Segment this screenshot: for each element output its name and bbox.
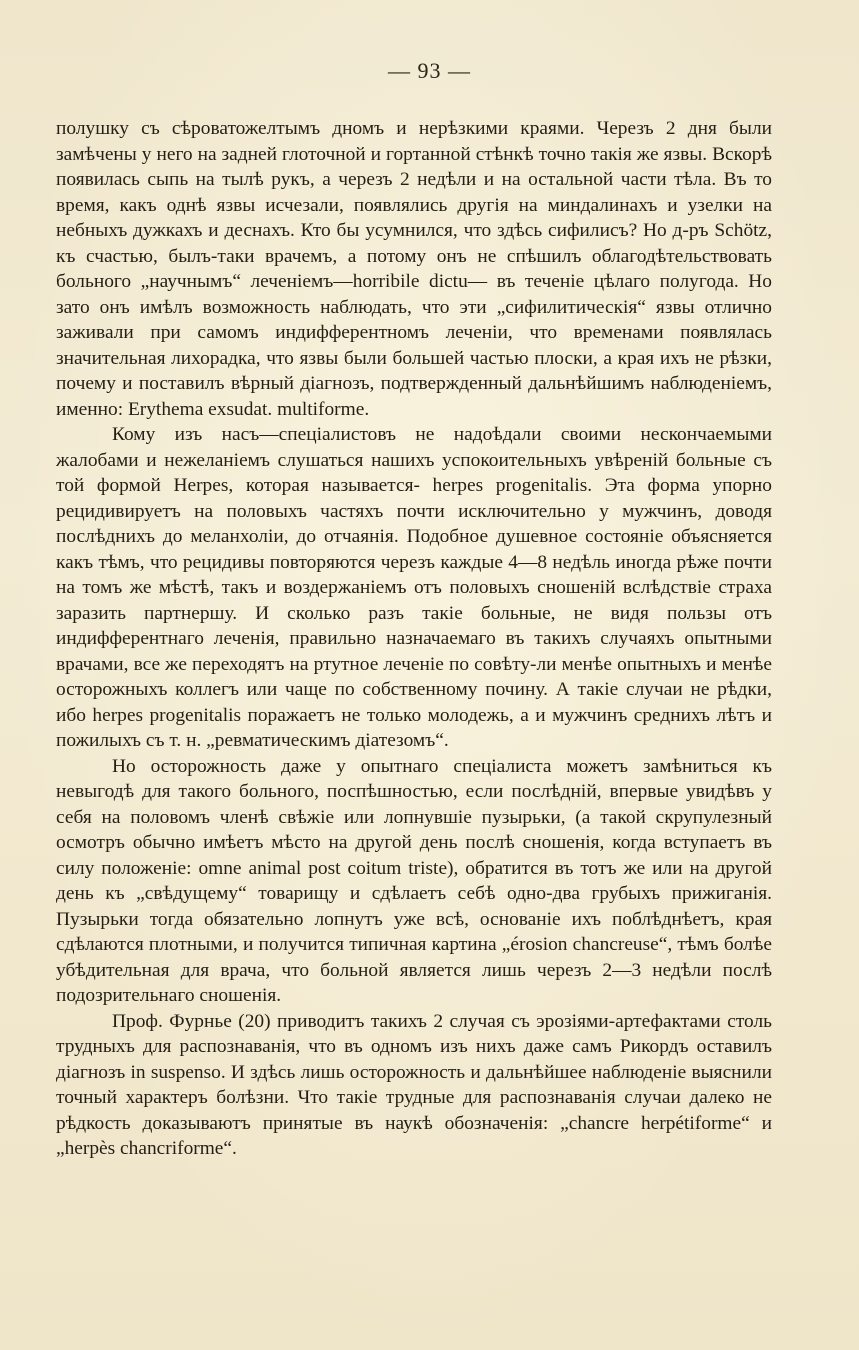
- page-number: — 93 —: [388, 58, 471, 83]
- text-body: [56, 116, 772, 1162]
- paragraph-4: Проф. Фурнье (20) приводитъ такихъ 2 случая съ эрозіями-артефактами столь трудныхъ для распознаванія, что въ одномъ изъ нихъ даже самъ Рикордъ оставилъ діагнозъ in suspenso. И здѣсь лишь осторожность и дальнѣйшее наблюденіе выяснили точный характеръ болѣзни. Что такіе трудные для распознаванія случаи далеко не рѣдкость доказываютъ принятые въ наукѣ обозначенія: „chancre herpétiforme“ и „herpès chancriforme“.: [56, 1010, 772, 1159]
- paragraph-2: Кому изъ насъ—спеціалистовъ не надоѣдали своими нескончаемыми жалобами и нежеланіемъ слушаться нашихъ успокоительныхъ увѣреній больные съ той формой Herpes, которая называется- herpes progenitalis. Эта форма упорно рецидивируетъ на половыхъ частяхъ почти исключительно у мужчинъ, доводя послѣднихъ до меланхоліи, до отчаянія. Подобное душевное состояніе объясняется какъ тѣмъ, что рецидивы повторяются черезъ каждые 4—8 недѣль иногда рѣже почти на томъ же мѣстѣ, такъ и воздержаніемъ отъ половыхъ сношеній вслѣдствіе страха заразить партнершу. И сколько разъ такіе больные, не видя пользы отъ индифферентнаго леченія, правильно назначаемаго въ такихъ случаяхъ опытными врачами, все же переходятъ на ртутное леченіе по совѣту-ли менѣе опытныхъ и менѣе осторожныхъ коллегъ или чаще по собственному почину. А такіе случаи не рѣдки, ибо herpes progenitalis поражаетъ не только молодежь, а и мужчинъ среднихъ лѣтъ и пожилыхъ съ т. н. „ревматическимъ діатезомъ“.: [56, 424, 772, 751]
- paragraph-3: Но осторожность даже у опытнаго спеціалиста можетъ замѣниться къ невыгодѣ для такого больного, поспѣшностью, если послѣдній, впервые увидѣвъ у себя на половомъ членѣ свѣжіе или лопнувшіе пузырьки, (а такой скрупулезный осмотръ обычно имѣетъ мѣсто на другой день послѣ сношенія, когда вступаетъ въ силу положеніе: omne animal post coitum triste), обратится въ тотъ же или на другой день къ „свѣдущему“ товарищу и сдѣлаетъ себѣ одно-два грубыхъ прижиганія. Пузырьки тогда обязательно лопнутъ уже всѣ, основаніе ихъ поблѣднѣетъ, края сдѣлаются плотными, и получится типичная картина „érosion chancreuse“, тѣмъ болѣе убѣдительная для врача, что больной является лишь черезъ 2—3 недѣли послѣ подозрительнаго сношенія.: [56, 755, 772, 1006]
- paragraph-1: полушку съ сѣроватожелтымъ дномъ и нерѣзкими краями. Черезъ 2 дня были замѣчены у него на задней глоточной и гортанной стѣнкѣ точно такія же язвы. Вскорѣ появилась сыпь на тылѣ рукъ, а черезъ 2 недѣли и на остальной части тѣла. Въ то время, какъ однѣ язвы исчезали, появлялись другія на миндалинахъ и узелки на небныхъ дужкахъ и деснахъ. Кто бы усумнился, что здѣсь сифилисъ? Но д-ръ Schötz, къ счастью, былъ-таки врачемъ, а потому онъ не спѣшилъ облагодѣтельствовать больного „научнымъ“ леченіемъ—horribile dictu— въ теченіе цѣлаго полугода. Но зато онъ имѣлъ возможность наблюдать, что эти „сифилитическія“ язвы отлично заживали при самомъ индифферентномъ леченіи, что временами появлялась значительная лихорадка, что язвы были большей частью плоски, а края ихъ не рѣзки, почему и поставилъ вѣрный діагнозъ, подтвержденный дальнѣйшимъ наблюденіемъ, именно: Erythema exsudat. multiforme.: [56, 118, 772, 420]
